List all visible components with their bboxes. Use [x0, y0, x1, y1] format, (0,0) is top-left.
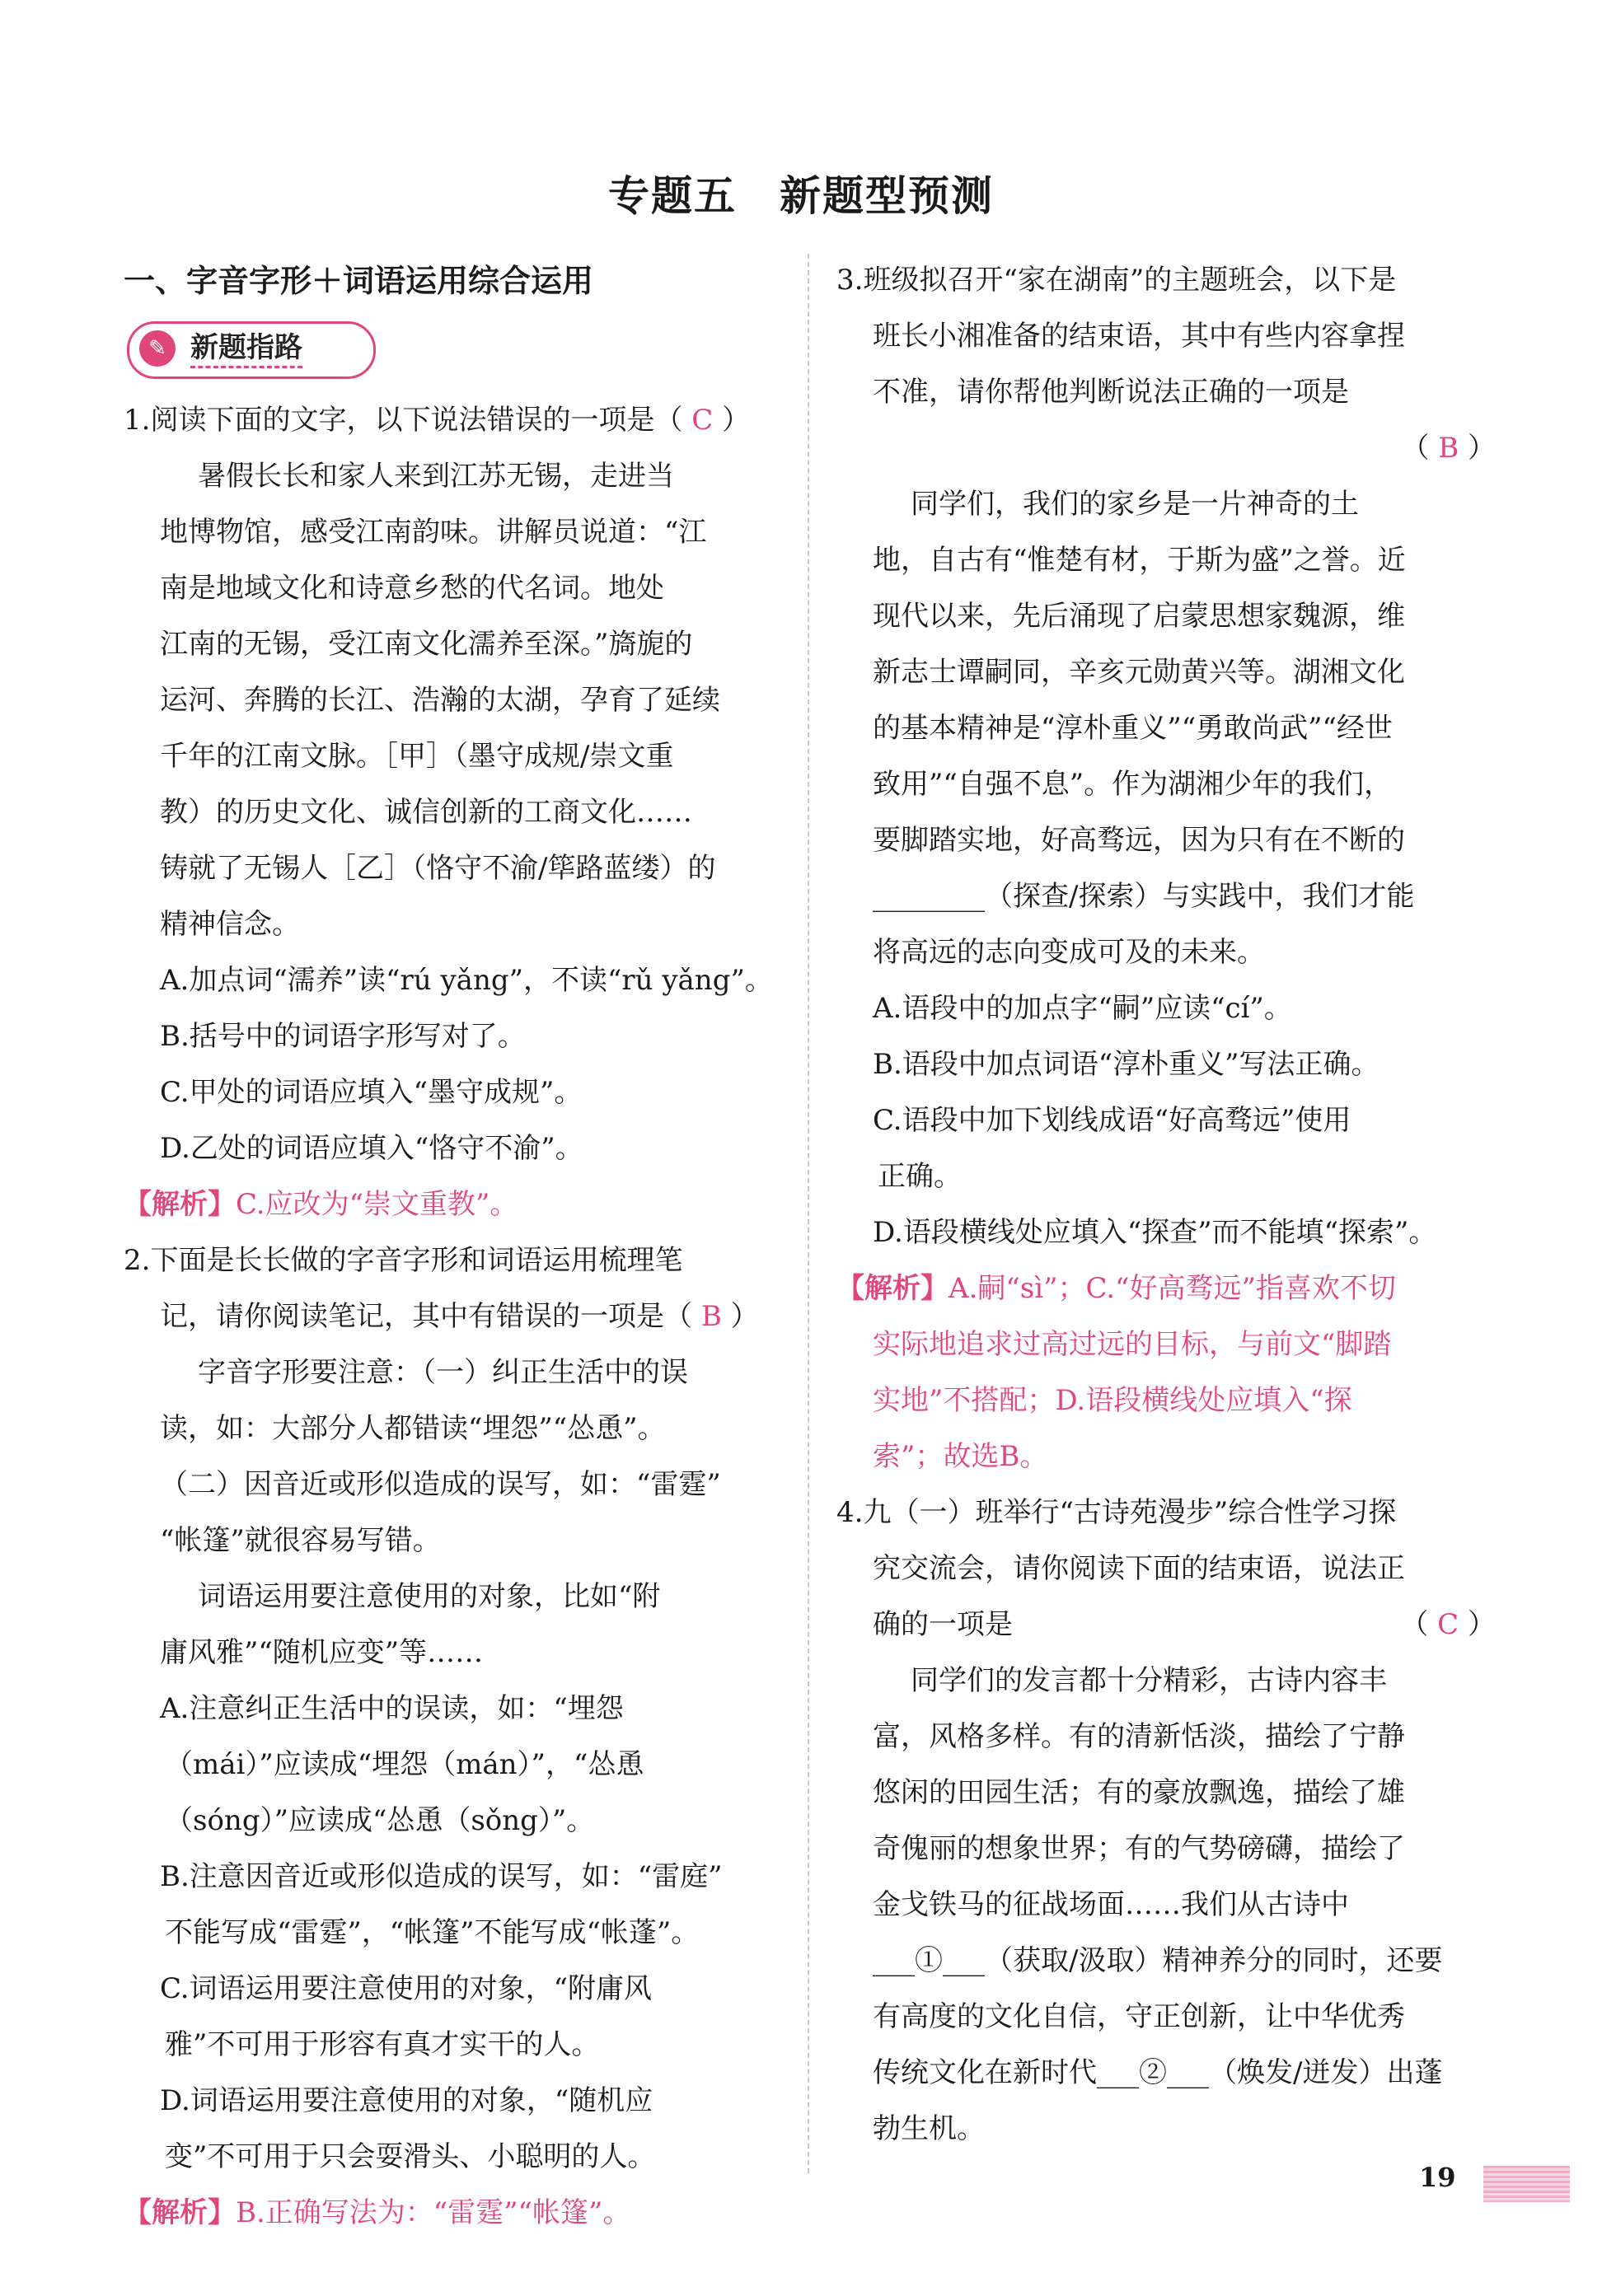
text-line — [836, 980, 1496, 1036]
line-text: C.词语运用要注意使用的对象，“附庸风 — [160, 1972, 652, 2005]
text-line — [124, 896, 783, 952]
text-line — [124, 1625, 783, 1681]
right-question-list — [836, 252, 1496, 2157]
text-line — [836, 476, 1496, 532]
explanation-line — [836, 1429, 1496, 1485]
line-text: A.加点词“濡养”读“rú yǎng”，不读“rǔ yǎng”。 — [160, 964, 773, 997]
line-text: 教）的历史文化、诚信创新的工商文化…… — [160, 796, 692, 829]
text-line — [124, 1793, 783, 1849]
text-line — [836, 1821, 1496, 1877]
text-line — [124, 840, 783, 896]
text-line — [124, 392, 783, 448]
line-text: ________（探查/探索）与实践中，我们才能 — [873, 880, 1415, 913]
line-text: 实际地追求过高过远的目标，与前文“脚踏 — [873, 1328, 1392, 1361]
left-column — [124, 252, 783, 2241]
answer-letter: B — [700, 1300, 722, 1333]
line-text: 将高远的志向变成可及的未来。 — [873, 936, 1265, 969]
line-text: 金戈铁马的征战场面……我们从古诗中 — [873, 1888, 1349, 1921]
inline-answer: （ B ） — [664, 1300, 759, 1333]
text-line — [836, 420, 1496, 476]
line-text: 词语运用要注意使用的对象，比如“附 — [198, 1580, 661, 1613]
text-line — [836, 1148, 1496, 1204]
explanation-tag: 【解析】 — [124, 2196, 236, 2229]
line-text: 传统文化在新时代___②___（焕发/迸发）出蓬 — [873, 2056, 1443, 2089]
text-line — [124, 1961, 783, 2017]
text-line — [836, 308, 1496, 364]
text-line — [836, 2101, 1496, 2157]
section-heading: 一、字音字形＋词语运用综合运用 — [124, 263, 594, 299]
answer-bracket: （ B ） — [1401, 432, 1496, 465]
text-line — [124, 2073, 783, 2129]
explanation-line — [836, 1372, 1496, 1429]
page-number: 19 — [1419, 2162, 1456, 2193]
text-line — [124, 1344, 783, 1401]
answer-letter: C — [691, 404, 714, 437]
pencil-icon: ✎ — [139, 330, 176, 367]
line-text: 不准，请你帮他判断说法正确的一项是 — [873, 376, 1349, 409]
line-text: 奇傀丽的想象世界；有的气势磅礴，描绘了 — [873, 1832, 1405, 1865]
line-text: B.语段中加点词语“淳朴重义”写法正确。 — [873, 1048, 1380, 1081]
text-line — [836, 812, 1496, 868]
text-line — [836, 1653, 1496, 1709]
line-text: B.括号中的词语字形写对了。 — [160, 1020, 526, 1053]
line-text: 的基本精神是“淳朴重义”“勇敢尚武”“经世 — [873, 712, 1393, 745]
line-text: 班长小湘准备的结束语，其中有些内容拿捏 — [873, 320, 1405, 353]
text-line — [124, 448, 783, 504]
line-text: 有高度的文化自信，守正创新，让中华优秀 — [873, 2000, 1405, 2033]
text-line — [836, 1933, 1496, 1989]
line-text: 记，请你阅读笔记，其中有错误的一项是 — [160, 1300, 664, 1333]
text-line — [124, 1681, 783, 1737]
text-line — [836, 1036, 1496, 1092]
line-text: A.嗣“sì”；C.“好高骛远”指喜欢不切 — [949, 1272, 1396, 1305]
line-text: 索”；故选B。 — [873, 1440, 1048, 1473]
line-text: 南是地域文化和诗意乡愁的代名词。地处 — [160, 572, 664, 605]
text-line — [124, 672, 783, 728]
text-line — [836, 1765, 1496, 1821]
text-line — [124, 1569, 783, 1625]
line-text: 精神信念。 — [160, 908, 300, 941]
text-line — [124, 504, 783, 560]
line-text: 正确。 — [878, 1160, 962, 1193]
text-line — [124, 2017, 783, 2073]
text-line — [124, 560, 783, 616]
text-line — [836, 756, 1496, 812]
line-text: 新志士谭嗣同，辛亥元勋黄兴等。湖湘文化 — [873, 656, 1405, 689]
text-line — [124, 1905, 783, 1961]
line-text: “帐篷”就很容易写错。 — [160, 1524, 441, 1557]
line-text: 1.阅读下面的文字，以下说法错误的一项是 — [124, 404, 655, 437]
line-text: 3.班级拟召开“家在湖南”的主题班会，以下是 — [836, 264, 1397, 297]
line-text: D.语段横线处应填入“探查”而不能填“探索”。 — [873, 1216, 1437, 1249]
page-title: 专题五 新题型预测 — [608, 172, 994, 220]
line-text: A.注意纠正生活中的误读，如：“埋怨 — [160, 1692, 624, 1725]
text-line — [124, 1849, 783, 1905]
explanation-line — [836, 1260, 1496, 1316]
text-line — [124, 1232, 783, 1288]
line-text: D.乙处的词语应填入“恪守不渝”。 — [160, 1132, 583, 1165]
line-text: 运河、奔腾的长江、浩瀚的太湖，孕育了延续 — [160, 684, 720, 717]
line-text: 现代以来，先后涌现了启蒙思想家魏源，维 — [873, 600, 1405, 633]
line-text: 江南的无锡，受江南文化濡养至深。”旖旎的 — [160, 628, 693, 661]
line-text: 铸就了无锡人［乙］（恪守不渝/筚路蓝缕）的 — [160, 852, 716, 885]
text-line — [124, 1008, 783, 1064]
text-line — [836, 1989, 1496, 2045]
line-text: 雅”不可用于形容有真才实干的人。 — [165, 2028, 600, 2061]
text-line — [836, 1877, 1496, 1933]
inline-answer: （ C ） — [654, 404, 751, 437]
text-line — [836, 588, 1496, 644]
line-text: 同学们，我们的家乡是一片神奇的土 — [911, 488, 1359, 521]
line-text: D.词语运用要注意使用的对象，“随机应 — [160, 2084, 653, 2117]
line-text: 不能写成“雷霆”，“帐篷”不能写成“帐蓬”。 — [165, 1916, 700, 1949]
line-text: 读，如：大部分人都错读“埋怨”“怂恿”。 — [160, 1412, 666, 1445]
text-line — [124, 784, 783, 840]
line-text: 悠闲的田园生活；有的豪放飘逸，描绘了雄 — [873, 1776, 1405, 1809]
line-text: 字音字形要注意：（一）纠正生活中的误 — [198, 1356, 688, 1389]
text-line — [124, 1513, 783, 1569]
line-text: B.正确写法为：“雷霆”“帐篷”。 — [236, 2196, 631, 2229]
text-line — [836, 1092, 1496, 1148]
text-line — [836, 2045, 1496, 2101]
text-line — [124, 1288, 783, 1344]
text-line — [836, 532, 1496, 588]
line-text: 庸风雅”“随机应变”等…… — [160, 1636, 484, 1669]
text-line — [124, 1737, 783, 1793]
text-line — [836, 1485, 1496, 1541]
line-text: B.注意因音近或形似造成的误写，如：“雷庭” — [160, 1860, 723, 1893]
text-line — [836, 1597, 1496, 1653]
text-line — [124, 1064, 783, 1120]
line-text: A.语段中的加点字“嗣”应读“cí”。 — [873, 992, 1292, 1025]
line-text: 勃生机。 — [873, 2112, 985, 2145]
text-line — [124, 2129, 783, 2185]
line-text: 变”不可用于只会耍滑头、小聪明的人。 — [165, 2140, 656, 2173]
line-text: 地博物馆，感受江南韵味。讲解员说道：“江 — [160, 516, 707, 549]
text-line — [836, 364, 1496, 420]
text-line — [836, 1204, 1496, 1260]
line-text: （sóng）”应读成“怂恿（sǒng）”。 — [165, 1804, 595, 1837]
answer-letter: C — [1437, 1608, 1459, 1641]
answer-letter: B — [1438, 432, 1459, 465]
badge-label: 新题指路 — [190, 330, 302, 368]
text-line — [836, 1709, 1496, 1765]
line-text: 2.下面是长长做的字音字形和词语运用梳理笔 — [124, 1244, 683, 1277]
new-question-badge — [124, 310, 783, 392]
line-text: C.甲处的词语应填入“墨守成规”。 — [160, 1076, 583, 1109]
text-line — [836, 924, 1496, 980]
line-text: 确的一项是 — [873, 1608, 1013, 1641]
line-text: 富，风格多样。有的清新恬淡，描绘了宁静 — [873, 1720, 1405, 1753]
explanation-line — [836, 1316, 1496, 1372]
text-line — [124, 728, 783, 784]
line-text: C.应改为“崇文重教”。 — [236, 1188, 518, 1221]
explanation-line — [124, 1176, 783, 1232]
text-line — [124, 616, 783, 672]
line-text: 同学们的发言都十分精彩，古诗内容丰 — [911, 1664, 1387, 1697]
line-text: 致用”“自强不息”。作为湖湘少年的我们， — [873, 768, 1393, 801]
text-line — [124, 1401, 783, 1457]
text-line — [124, 1120, 783, 1176]
line-text: 千年的江南文脉。［甲］（墨守成规/崇文重 — [160, 740, 674, 773]
line-text: ___①___（获取/汲取）精神养分的同时，还要 — [873, 1944, 1443, 1977]
line-text: （二）因音近或形似造成的误写，如：“雷霆” — [160, 1468, 721, 1501]
line-text: 要脚踏实地，好高骛远，因为只有在不断的 — [873, 824, 1405, 857]
explanation-tag: 【解析】 — [124, 1188, 236, 1221]
text-line — [836, 252, 1496, 308]
line-text: 究交流会，请你阅读下面的结束语，说法正 — [873, 1552, 1405, 1585]
line-text: （mái）”应读成“埋怨（mán）”，“怂恿 — [165, 1748, 644, 1781]
left-question-list — [124, 392, 783, 2241]
column-divider — [808, 254, 809, 2173]
text-line — [124, 952, 783, 1008]
explanation-line — [124, 2185, 783, 2241]
inline-answer: （ C ） — [1400, 1608, 1496, 1641]
explanation-tag: 【解析】 — [836, 1272, 949, 1305]
right-column — [836, 252, 1496, 2157]
text-line — [124, 1457, 783, 1513]
text-line — [836, 1541, 1496, 1597]
text-line — [836, 700, 1496, 756]
text-line — [836, 868, 1496, 924]
line-text: 实地”不搭配；D.语段横线处应填入“探 — [873, 1384, 1352, 1417]
line-text: 地，自古有“惟楚有材，于斯为盛”之誉。近 — [873, 544, 1406, 577]
line-text: C.语段中加下划线成语“好高骛远”使用 — [873, 1104, 1351, 1137]
page-corner-tab — [1483, 2166, 1570, 2202]
text-line — [836, 644, 1496, 700]
line-text: 4.九（一）班举行“古诗苑漫步”综合性学习探 — [836, 1496, 1397, 1529]
line-text: 暑假长长和家人来到江苏无锡，走进当 — [198, 460, 674, 493]
